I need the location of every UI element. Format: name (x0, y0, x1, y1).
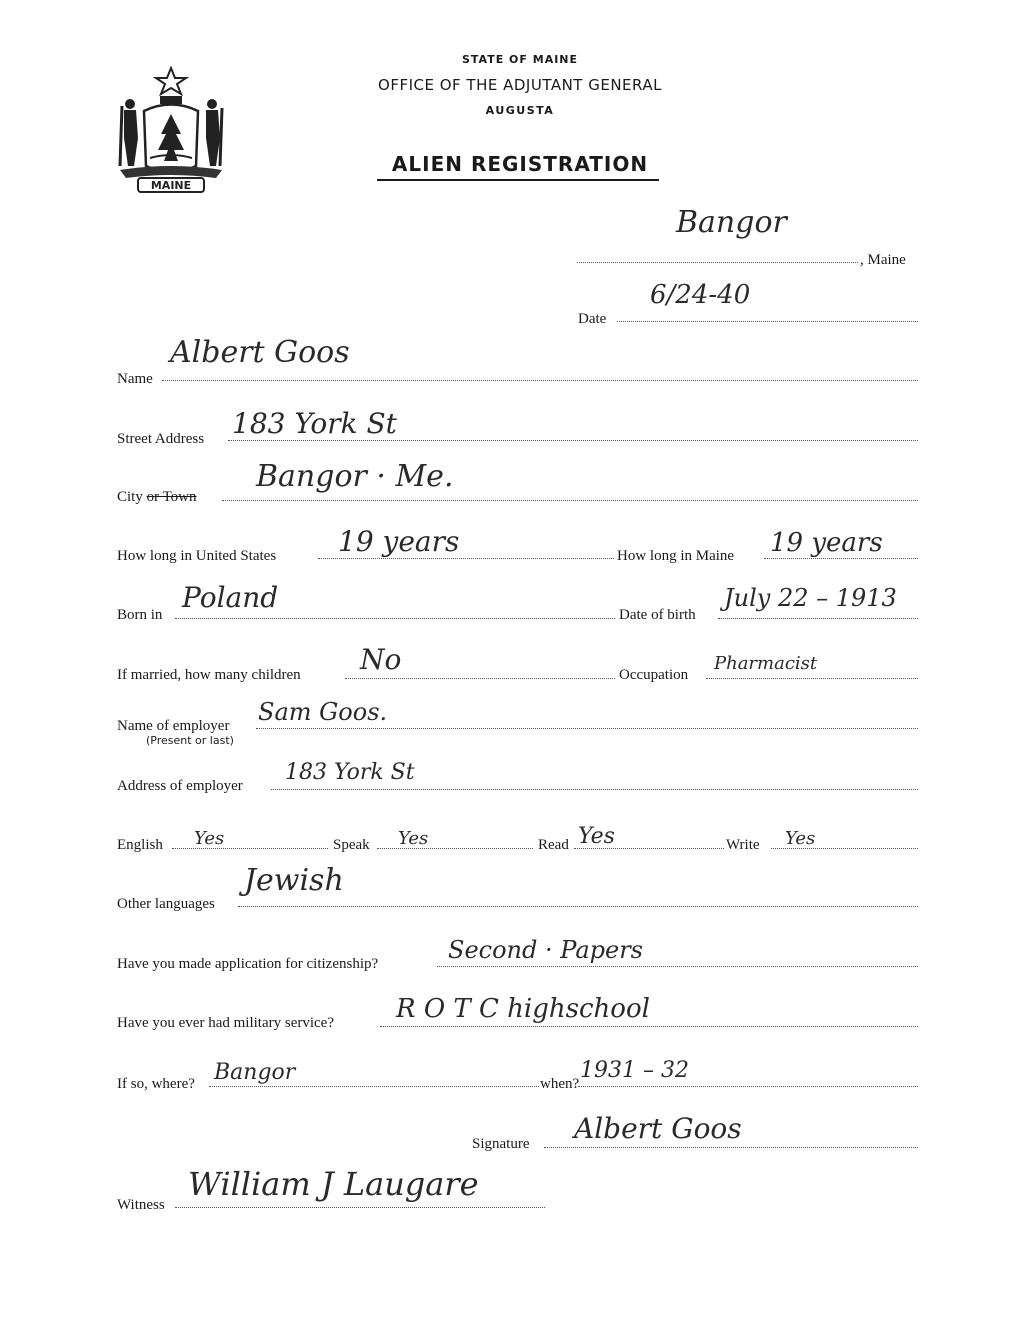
us-years-label: How long in United States (117, 548, 277, 564)
citizenship-value: Second · Papers (448, 936, 643, 964)
city-value: Bangor · Me. (256, 459, 454, 494)
city-top-value: Bangor (676, 205, 787, 240)
date-label: Date (578, 311, 607, 327)
other-languages-line (238, 906, 918, 907)
occupation-label: Occupation (619, 667, 689, 683)
write-value: Yes (785, 828, 816, 849)
header-city: AUGUSTA (485, 104, 555, 117)
employer-note: (Present or last) (146, 734, 234, 747)
born-in-label: Born in (117, 607, 163, 623)
maine-years-value: 19 years (770, 528, 883, 558)
date-line (617, 321, 918, 322)
military-line (380, 1026, 918, 1027)
street-address-line (228, 440, 918, 441)
where-line (209, 1086, 539, 1087)
born-in-line (175, 618, 615, 619)
when-label: when? (540, 1076, 580, 1092)
employer-value: Sam Goos. (258, 698, 388, 726)
city-label-struck: or Town (146, 489, 197, 505)
children-value: No (360, 643, 402, 676)
witness-value: William J Laugare (188, 1165, 479, 1203)
header-state: STATE OF MAINE (461, 53, 579, 66)
speak-label: Speak (333, 837, 370, 853)
city-top-line (577, 262, 858, 263)
english-label: English (117, 837, 163, 853)
other-languages-label: Other languages (117, 896, 215, 912)
title-underline (377, 179, 659, 181)
when-value: 1931 – 32 (580, 1058, 689, 1083)
where-label: If so, where? (117, 1076, 195, 1092)
occupation-line (706, 678, 918, 679)
street-address-label: Street Address (117, 431, 205, 447)
read-label: Read (538, 837, 569, 853)
other-languages-value: Jewish (244, 863, 344, 898)
military-label: Have you ever had military service? (117, 1015, 334, 1031)
date-value: 6/24-40 (650, 280, 751, 310)
form-title: ALIEN REGISTRATION (391, 152, 649, 176)
employer-address-label: Address of employer (117, 778, 243, 794)
date-of-birth-value: July 22 – 1913 (724, 584, 897, 612)
city-label (117, 488, 197, 506)
witness-line (175, 1207, 545, 1208)
english-value: Yes (194, 828, 225, 849)
maine-years-line (764, 558, 918, 559)
citizenship-line (437, 966, 918, 967)
header-office: OFFICE OF THE ADJUTANT GENERAL (378, 76, 662, 94)
children-line (345, 678, 615, 679)
signature-value: Albert Goos (574, 1112, 742, 1145)
name-line (162, 380, 918, 381)
read-value: Yes (578, 824, 615, 849)
name-value: Albert Goos (170, 335, 350, 370)
when-line (578, 1086, 918, 1087)
date-of-birth-label: Date of birth (619, 607, 696, 623)
where-value: Bangor (214, 1060, 296, 1085)
employer-address-line (271, 789, 918, 790)
children-label: If married, how many children (117, 667, 301, 683)
us-years-line (318, 558, 614, 559)
city-label-prefix: City (117, 489, 147, 505)
employer-label: Name of employer (117, 718, 230, 734)
seal-banner-text: MAINE (150, 179, 192, 192)
employer-address-value: 183 York St (285, 760, 415, 785)
employer-line (256, 728, 918, 729)
speak-value: Yes (398, 828, 429, 849)
citizenship-label: Have you made application for citizenship? (117, 956, 379, 972)
born-in-value: Poland (182, 581, 279, 614)
witness-label: Witness (117, 1197, 165, 1213)
date-of-birth-line (718, 618, 918, 619)
signature-line (544, 1147, 918, 1148)
maine-label: , Maine (860, 252, 906, 268)
us-years-value: 19 years (338, 525, 460, 558)
city-line (222, 500, 918, 501)
occupation-value: Pharmacist (714, 653, 818, 674)
maine-years-label: How long in Maine (617, 548, 735, 564)
military-value: R O T C highschool (396, 994, 650, 1024)
street-address-value: 183 York St (232, 407, 397, 440)
signature-label: Signature (472, 1136, 530, 1152)
write-label: Write (726, 837, 760, 853)
name-label: Name (117, 371, 153, 387)
